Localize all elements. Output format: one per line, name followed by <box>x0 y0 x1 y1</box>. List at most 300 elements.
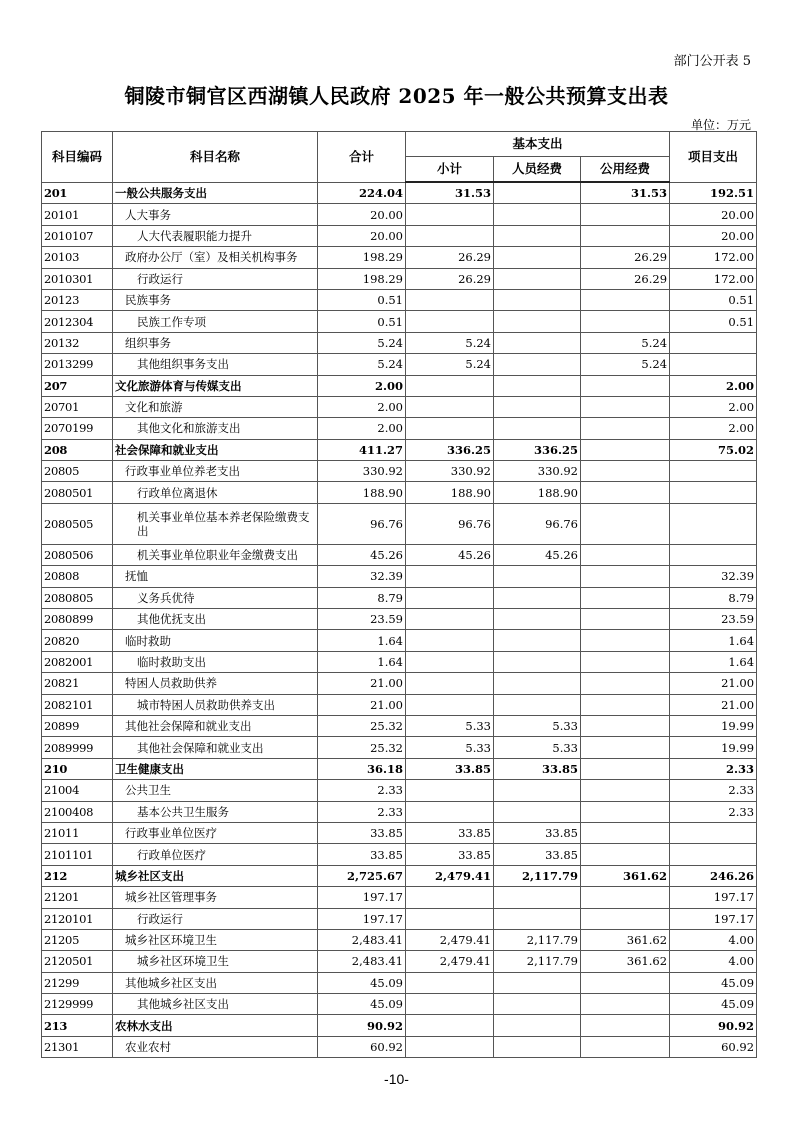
cell-subtotal <box>406 204 494 225</box>
cell-public <box>581 844 670 865</box>
cell-code: 2080899 <box>42 609 113 630</box>
cell-project: 197.17 <box>670 887 757 908</box>
table-row <box>42 951 757 972</box>
cell-subtotal: 2,479.41 <box>406 929 494 950</box>
cell-project: 4.00 <box>670 929 757 950</box>
cell-project: 4.00 <box>670 951 757 972</box>
cell-public <box>581 418 670 439</box>
cell-personnel: 96.76 <box>494 503 581 544</box>
cell-total: 20.00 <box>318 204 406 225</box>
cell-subtotal <box>406 994 494 1015</box>
table-row <box>42 780 757 801</box>
cell-public <box>581 1036 670 1057</box>
cell-project: 75.02 <box>670 439 757 460</box>
cell-personnel <box>494 418 581 439</box>
cell-code: 2080506 <box>42 544 113 565</box>
cell-name: 民族事务 <box>113 289 318 310</box>
cell-project: 0.51 <box>670 289 757 310</box>
cell-name: 行政运行 <box>113 908 318 929</box>
cell-total: 25.32 <box>318 715 406 736</box>
table-row <box>42 801 757 822</box>
table-row <box>42 247 757 268</box>
cell-project: 20.00 <box>670 225 757 246</box>
cell-public: 361.62 <box>581 865 670 886</box>
cell-project: 2.33 <box>670 780 757 801</box>
cell-name: 其他社会保障和就业支出 <box>113 715 318 736</box>
cell-public <box>581 780 670 801</box>
cell-name: 行政单位离退休 <box>113 482 318 503</box>
cell-code: 201 <box>42 182 113 204</box>
cell-subtotal: 45.26 <box>406 544 494 565</box>
table-row <box>42 544 757 565</box>
cell-personnel <box>494 204 581 225</box>
cell-code: 2100408 <box>42 801 113 822</box>
cell-public <box>581 972 670 993</box>
table-row <box>42 673 757 694</box>
cell-name: 其他社会保障和就业支出 <box>113 737 318 758</box>
cell-personnel: 5.33 <box>494 737 581 758</box>
budget-table <box>41 131 757 1058</box>
cell-subtotal: 2,479.41 <box>406 865 494 886</box>
cell-subtotal: 330.92 <box>406 461 494 482</box>
cell-code: 210 <box>42 758 113 779</box>
cell-total: 20.00 <box>318 225 406 246</box>
cell-personnel: 330.92 <box>494 461 581 482</box>
cell-name: 文化旅游体育与传媒支出 <box>113 375 318 396</box>
cell-project <box>670 844 757 865</box>
cell-personnel <box>494 609 581 630</box>
header-total: 合计 <box>318 132 406 183</box>
header-personnel: 人员经费 <box>494 157 581 183</box>
cell-name: 机关事业单位基本养老保险缴费支出 <box>113 503 318 544</box>
cell-total: 198.29 <box>318 247 406 268</box>
cell-personnel <box>494 887 581 908</box>
cell-subtotal <box>406 566 494 587</box>
cell-name: 农林水支出 <box>113 1015 318 1036</box>
cell-total: 2.00 <box>318 396 406 417</box>
cell-project: 172.00 <box>670 268 757 289</box>
cell-project: 19.99 <box>670 715 757 736</box>
cell-subtotal: 31.53 <box>406 182 494 204</box>
cell-project <box>670 544 757 565</box>
table-row <box>42 694 757 715</box>
cell-public: 5.24 <box>581 332 670 353</box>
table-row <box>42 566 757 587</box>
cell-code: 20101 <box>42 204 113 225</box>
cell-subtotal: 5.33 <box>406 737 494 758</box>
cell-name: 其他城乡社区支出 <box>113 972 318 993</box>
cell-personnel: 33.85 <box>494 822 581 843</box>
cell-code: 2082101 <box>42 694 113 715</box>
cell-personnel: 336.25 <box>494 439 581 460</box>
cell-code: 20899 <box>42 715 113 736</box>
cell-code: 2012304 <box>42 311 113 332</box>
cell-public <box>581 758 670 779</box>
cell-total: 0.51 <box>318 311 406 332</box>
cell-subtotal <box>406 396 494 417</box>
cell-total: 21.00 <box>318 694 406 715</box>
cell-personnel <box>494 332 581 353</box>
table-row <box>42 332 757 353</box>
cell-name: 机关事业单位职业年金缴费支出 <box>113 544 318 565</box>
cell-personnel <box>494 630 581 651</box>
unit-label: 单位：万元 <box>690 118 751 132</box>
cell-personnel <box>494 354 581 375</box>
cell-public <box>581 225 670 246</box>
table-row <box>42 461 757 482</box>
page-number: -10- <box>384 1071 409 1087</box>
cell-public <box>581 630 670 651</box>
cell-personnel: 33.85 <box>494 758 581 779</box>
cell-public <box>581 651 670 672</box>
cell-public <box>581 994 670 1015</box>
cell-name: 城乡社区环境卫生 <box>113 951 318 972</box>
cell-public <box>581 482 670 503</box>
cell-public: 31.53 <box>581 182 670 204</box>
cell-code: 2013299 <box>42 354 113 375</box>
cell-personnel <box>494 651 581 672</box>
cell-project: 2.33 <box>670 758 757 779</box>
cell-code: 2129999 <box>42 994 113 1015</box>
cell-subtotal: 26.29 <box>406 268 494 289</box>
cell-subtotal <box>406 609 494 630</box>
cell-name: 公共卫生 <box>113 780 318 801</box>
cell-public <box>581 461 670 482</box>
cell-project: 2.00 <box>670 375 757 396</box>
cell-total: 2.33 <box>318 801 406 822</box>
cell-public: 26.29 <box>581 247 670 268</box>
cell-code: 20103 <box>42 247 113 268</box>
cell-public <box>581 822 670 843</box>
cell-subtotal <box>406 1015 494 1036</box>
cell-personnel <box>494 375 581 396</box>
cell-name: 民族工作专项 <box>113 311 318 332</box>
cell-name: 义务兵优待 <box>113 587 318 608</box>
cell-code: 20701 <box>42 396 113 417</box>
cell-project: 23.59 <box>670 609 757 630</box>
cell-total: 36.18 <box>318 758 406 779</box>
table-row <box>42 418 757 439</box>
table-row <box>42 225 757 246</box>
cell-personnel <box>494 972 581 993</box>
table-row <box>42 929 757 950</box>
cell-total: 2.00 <box>318 375 406 396</box>
cell-project: 197.17 <box>670 908 757 929</box>
page-title: 铜陵市铜官区西湖镇人民政府 2025 年一般公共预算支出表 <box>124 84 669 108</box>
cell-total: 5.24 <box>318 354 406 375</box>
table-body <box>42 182 757 1058</box>
cell-subtotal <box>406 908 494 929</box>
cell-personnel <box>494 1036 581 1057</box>
cell-name: 卫生健康支出 <box>113 758 318 779</box>
cell-code: 2120501 <box>42 951 113 972</box>
page-tag: 部门公开表 5 <box>673 54 751 69</box>
cell-personnel: 2,117.79 <box>494 929 581 950</box>
cell-code: 213 <box>42 1015 113 1036</box>
cell-public <box>581 801 670 822</box>
cell-subtotal: 336.25 <box>406 439 494 460</box>
cell-total: 411.27 <box>318 439 406 460</box>
table-row <box>42 1015 757 1036</box>
cell-name: 基本公共卫生服务 <box>113 801 318 822</box>
cell-public <box>581 609 670 630</box>
cell-code: 20821 <box>42 673 113 694</box>
table-row <box>42 887 757 908</box>
cell-code: 207 <box>42 375 113 396</box>
cell-code: 2080505 <box>42 503 113 544</box>
cell-total: 45.09 <box>318 994 406 1015</box>
cell-name: 城乡社区支出 <box>113 865 318 886</box>
cell-personnel: 188.90 <box>494 482 581 503</box>
cell-name: 城市特困人员救助供养支出 <box>113 694 318 715</box>
cell-personnel <box>494 587 581 608</box>
cell-public: 361.62 <box>581 951 670 972</box>
cell-name: 组织事务 <box>113 332 318 353</box>
cell-personnel <box>494 908 581 929</box>
cell-name: 其他文化和旅游支出 <box>113 418 318 439</box>
cell-code: 2080805 <box>42 587 113 608</box>
cell-total: 23.59 <box>318 609 406 630</box>
cell-total: 60.92 <box>318 1036 406 1057</box>
cell-total: 0.51 <box>318 289 406 310</box>
cell-project <box>670 461 757 482</box>
cell-subtotal <box>406 651 494 672</box>
cell-total: 90.92 <box>318 1015 406 1036</box>
cell-subtotal: 5.24 <box>406 332 494 353</box>
cell-name: 行政运行 <box>113 268 318 289</box>
cell-code: 212 <box>42 865 113 886</box>
cell-project <box>670 482 757 503</box>
cell-subtotal <box>406 311 494 332</box>
cell-subtotal: 96.76 <box>406 503 494 544</box>
cell-total: 188.90 <box>318 482 406 503</box>
cell-personnel <box>494 225 581 246</box>
table-row <box>42 503 757 544</box>
cell-project: 2.00 <box>670 396 757 417</box>
table-row <box>42 354 757 375</box>
cell-total: 96.76 <box>318 503 406 544</box>
table-row <box>42 439 757 460</box>
cell-total: 25.32 <box>318 737 406 758</box>
table-row <box>42 630 757 651</box>
cell-public <box>581 204 670 225</box>
cell-subtotal <box>406 375 494 396</box>
cell-public <box>581 289 670 310</box>
cell-personnel <box>494 311 581 332</box>
cell-code: 20820 <box>42 630 113 651</box>
cell-project <box>670 822 757 843</box>
cell-personnel: 33.85 <box>494 844 581 865</box>
cell-public <box>581 1015 670 1036</box>
cell-name: 抚恤 <box>113 566 318 587</box>
cell-subtotal <box>406 694 494 715</box>
cell-public: 26.29 <box>581 268 670 289</box>
cell-personnel <box>494 289 581 310</box>
cell-code: 20123 <box>42 289 113 310</box>
cell-code: 2120101 <box>42 908 113 929</box>
cell-name: 其他城乡社区支出 <box>113 994 318 1015</box>
cell-project <box>670 503 757 544</box>
cell-personnel <box>494 1015 581 1036</box>
cell-code: 2070199 <box>42 418 113 439</box>
cell-code: 20808 <box>42 566 113 587</box>
cell-subtotal <box>406 780 494 801</box>
cell-project: 0.51 <box>670 311 757 332</box>
cell-subtotal <box>406 289 494 310</box>
cell-public <box>581 737 670 758</box>
cell-personnel: 45.26 <box>494 544 581 565</box>
cell-code: 21004 <box>42 780 113 801</box>
cell-total: 197.17 <box>318 908 406 929</box>
cell-code: 2010107 <box>42 225 113 246</box>
table-row <box>42 289 757 310</box>
cell-total: 1.64 <box>318 630 406 651</box>
table-row <box>42 758 757 779</box>
cell-subtotal: 33.85 <box>406 844 494 865</box>
cell-public <box>581 587 670 608</box>
cell-total: 8.79 <box>318 587 406 608</box>
cell-project: 32.39 <box>670 566 757 587</box>
header-basic: 基本支出 <box>406 132 670 157</box>
cell-total: 197.17 <box>318 887 406 908</box>
table-row <box>42 865 757 886</box>
cell-name: 社会保障和就业支出 <box>113 439 318 460</box>
cell-name: 其他组织事务支出 <box>113 354 318 375</box>
cell-public <box>581 375 670 396</box>
table-row <box>42 375 757 396</box>
cell-code: 21301 <box>42 1036 113 1057</box>
cell-project: 2.33 <box>670 801 757 822</box>
cell-subtotal <box>406 587 494 608</box>
cell-project: 1.64 <box>670 630 757 651</box>
cell-name: 政府办公厅（室）及相关机构事务 <box>113 247 318 268</box>
cell-personnel <box>494 673 581 694</box>
cell-public: 5.24 <box>581 354 670 375</box>
cell-project: 19.99 <box>670 737 757 758</box>
cell-total: 5.24 <box>318 332 406 353</box>
cell-total: 330.92 <box>318 461 406 482</box>
header-subtotal: 小计 <box>406 157 494 183</box>
cell-project: 8.79 <box>670 587 757 608</box>
table-row <box>42 994 757 1015</box>
cell-public: 361.62 <box>581 929 670 950</box>
cell-public <box>581 694 670 715</box>
cell-personnel <box>494 247 581 268</box>
table-row <box>42 587 757 608</box>
cell-total: 32.39 <box>318 566 406 587</box>
cell-code: 20132 <box>42 332 113 353</box>
cell-project: 60.92 <box>670 1036 757 1057</box>
cell-name: 农业农村 <box>113 1036 318 1057</box>
table-row <box>42 715 757 736</box>
cell-project: 90.92 <box>670 1015 757 1036</box>
cell-public <box>581 544 670 565</box>
cell-code: 21201 <box>42 887 113 908</box>
cell-name: 城乡社区环境卫生 <box>113 929 318 950</box>
cell-name: 一般公共服务支出 <box>113 182 318 204</box>
cell-public <box>581 887 670 908</box>
cell-name: 其他优抚支出 <box>113 609 318 630</box>
cell-total: 2.00 <box>318 418 406 439</box>
cell-subtotal: 33.85 <box>406 758 494 779</box>
cell-subtotal: 26.29 <box>406 247 494 268</box>
cell-project <box>670 332 757 353</box>
cell-subtotal <box>406 1036 494 1057</box>
cell-code: 2080501 <box>42 482 113 503</box>
cell-project <box>670 354 757 375</box>
cell-subtotal <box>406 887 494 908</box>
table-row <box>42 908 757 929</box>
cell-code: 2101101 <box>42 844 113 865</box>
cell-project: 1.64 <box>670 651 757 672</box>
cell-name: 特困人员救助供养 <box>113 673 318 694</box>
cell-code: 21299 <box>42 972 113 993</box>
cell-project: 2.00 <box>670 418 757 439</box>
cell-code: 2089999 <box>42 737 113 758</box>
cell-subtotal <box>406 673 494 694</box>
header-code: 科目编码 <box>42 132 113 183</box>
cell-subtotal <box>406 630 494 651</box>
cell-personnel: 2,117.79 <box>494 865 581 886</box>
cell-project: 45.09 <box>670 994 757 1015</box>
cell-public <box>581 503 670 544</box>
cell-personnel <box>494 182 581 204</box>
cell-project: 20.00 <box>670 204 757 225</box>
cell-subtotal <box>406 801 494 822</box>
cell-code: 2082001 <box>42 651 113 672</box>
cell-subtotal <box>406 225 494 246</box>
cell-name: 行政单位医疗 <box>113 844 318 865</box>
cell-total: 2,483.41 <box>318 951 406 972</box>
header-public: 公用经费 <box>581 157 670 183</box>
table-row <box>42 482 757 503</box>
cell-name: 人大事务 <box>113 204 318 225</box>
cell-code: 208 <box>42 439 113 460</box>
cell-subtotal: 2,479.41 <box>406 951 494 972</box>
cell-personnel: 2,117.79 <box>494 951 581 972</box>
cell-subtotal: 5.33 <box>406 715 494 736</box>
cell-public <box>581 715 670 736</box>
cell-personnel <box>494 694 581 715</box>
cell-public <box>581 439 670 460</box>
header-project: 项目支出 <box>670 132 757 183</box>
cell-code: 20805 <box>42 461 113 482</box>
cell-total: 2.33 <box>318 780 406 801</box>
cell-public <box>581 908 670 929</box>
header-name: 科目名称 <box>113 132 318 183</box>
cell-subtotal <box>406 418 494 439</box>
cell-total: 224.04 <box>318 182 406 204</box>
cell-subtotal: 5.24 <box>406 354 494 375</box>
cell-name: 临时救助支出 <box>113 651 318 672</box>
table-row <box>42 651 757 672</box>
cell-total: 198.29 <box>318 268 406 289</box>
cell-public <box>581 566 670 587</box>
table-row <box>42 182 757 204</box>
table-row <box>42 844 757 865</box>
cell-total: 33.85 <box>318 844 406 865</box>
cell-name: 文化和旅游 <box>113 396 318 417</box>
cell-total: 33.85 <box>318 822 406 843</box>
cell-subtotal: 33.85 <box>406 822 494 843</box>
cell-name: 人大代表履职能力提升 <box>113 225 318 246</box>
cell-personnel <box>494 268 581 289</box>
cell-name: 行政事业单位养老支出 <box>113 461 318 482</box>
table-row <box>42 609 757 630</box>
cell-name: 行政事业单位医疗 <box>113 822 318 843</box>
table-row <box>42 737 757 758</box>
cell-project: 192.51 <box>670 182 757 204</box>
